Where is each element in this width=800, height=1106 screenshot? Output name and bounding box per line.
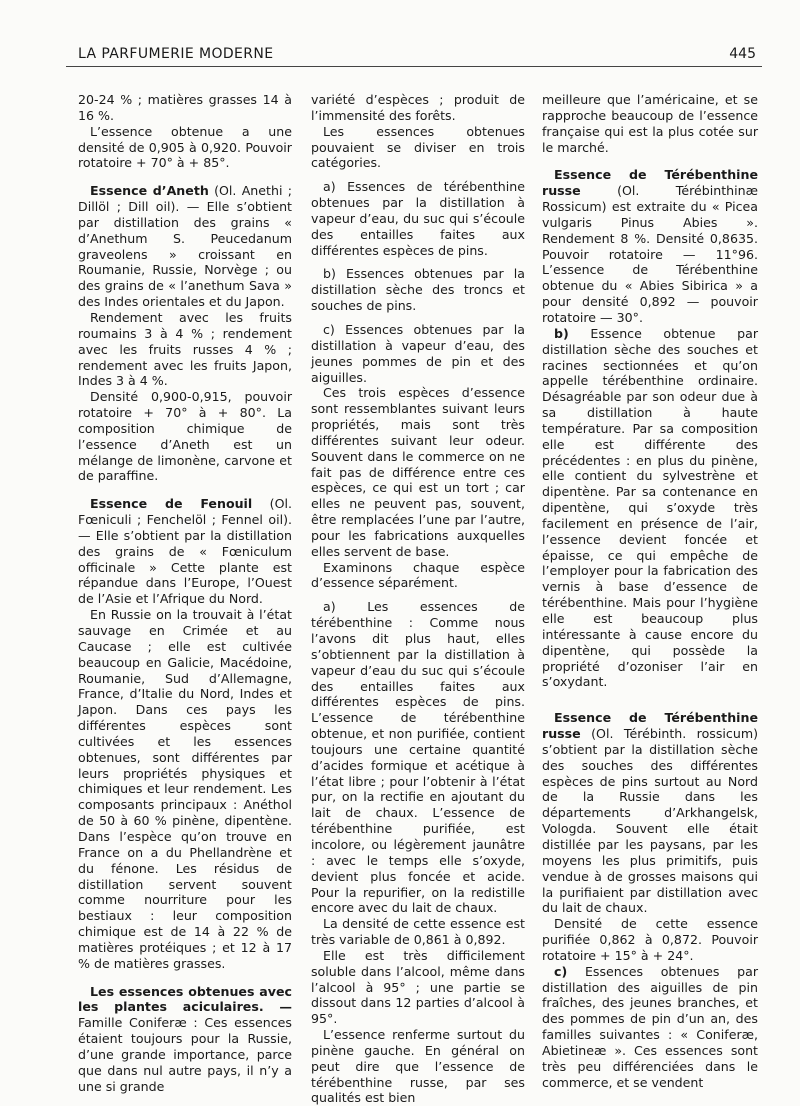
paragraph: Elle est très difficilement soluble dans l’alcool, même dans l’alcool à 95° ; une partie se dissout dans 12 parties d’alcool à 95°.: [311, 947, 525, 1027]
list-marker: b): [554, 325, 569, 341]
text-column-2: [311, 92, 525, 1106]
paragraph: En Russie on la trouvait à l’état sauvage en Crimée et au Caucase ; elle est cultivée beaucoup en Galicie, Macédoine, Roumanie, Sud d’Allemagne, France, d’Italie du Nord, Indes et Japon. Dans ces pays les différentes espèces sont cultivées et les essences obtenues, sont différentes par leurs propriétés physiques et chimiques et leur rendement. Les composants principaux : Anéthol de 50 à 60 % pinène, dipentène. Dans l’espèce qu’on trouve en France on a du Phellandrène et du fénone. Les résidus de distillation servent souvent comme nourriture pour les bestiaux : leur composition chimique est de 14 à 22 % de matières protéiques ; et 12 à 17 % de matières grasses.: [78, 607, 292, 971]
paragraph: L’essence renferme surtout du pinène gauche. En général on peut dire que l’essence de térébenthine russe, par ses qualités est bien: [311, 1027, 525, 1106]
paragraph: Densité 0,900-0,915, pouvoir rotatoire + 70° à + 80°. La composition chimique de l’essence d’Aneth est un mélange de limonène, carvone et de paraffine.: [78, 389, 292, 484]
paragraph: Rendement avec les fruits roumains 3 à 4 % ; rendement avec les fruits russes 4 % ; rendement avec les fruits Japon, Indes 3 à 4 %.: [78, 309, 292, 389]
paragraph: 20-24 % ; matières grasses 14 à 16 %.: [78, 92, 292, 123]
section-paragraph-terebenthine-russe-2: Essence de Térébenthine russe (Ol. Térébinth. rossicum) s’obtient par la distillation sèche des souches des différentes espèces de pins surtout au Nord de la Russie dans les départements d’Arkhangelsk, Vologda. Souvent elle était distillée par les paysans, par les moyens les plus primitifs, puis vendue à de grosses maisons qui la purifiaient par distillation avec du lait de chaux.: [542, 710, 758, 916]
list-marker: c): [554, 963, 568, 979]
page-number: 445: [729, 46, 756, 62]
section-heading: Essence de Fenouil: [90, 496, 253, 512]
paragraph: Ces trois espèces d’essence sont ressemblantes suivant leurs propriétés, mais sont très différentes suivant leur odeur. Souvent dans le commerce on ne fait pas de différence entre ces espèces, ce qui est un tort ; car elles ne peuvent pas, souvent, être remplacées l’une par l’autre, pour les fabrications auxquelles elles servent de base.: [311, 385, 525, 559]
section-paragraph-fenouil: Essence de Fenouil (Ol. Fœniculi ; Fenchelöl ; Fennel oil). — Elle s’obtient par la distillation des grains de « Fœniculum officinale » Cette plante est répandue dans l’Europe, l’Ouest de l’Asie et l’Afrique du Nord.: [78, 496, 292, 607]
list-item-a: a) Essences de térébenthine obtenues par la distillation à vapeur d’eau, du suc qui s’écoule des entailles faites aux différentes espèces de pins.: [311, 179, 525, 258]
paragraph: Les essences obtenues pouvaient se diviser en trois catégories.: [311, 123, 525, 171]
paragraph: La densité de cette essence est très variable de 0,861 à 0,892.: [311, 916, 525, 948]
list-item-c: c) Essences obtenues par la distillation à vapeur d’eau, des jeunes pommes de pin et des aiguilles.: [311, 321, 525, 385]
list-item-b: b) Essences obtenues par la distillation sèche des troncs et souches de pins.: [311, 266, 525, 314]
section-paragraph-aciculaires: Les essences obtenues avec les plantes aciculaires. — Famille Coniferæ : Ces essences étaient toujours pour la Russie, d’une grande importance, parce que dans nul autre pays, il n’y a une si grande: [78, 983, 292, 1094]
paragraph: Densité de cette essence purifiée 0,862 à 0,872. Pouvoir rotatoire + 15° à + 24°.: [542, 916, 758, 963]
section-heading: Essence d’Aneth: [90, 183, 209, 199]
paragraph: a) Les essences de térébenthine : Comme nous l’avons dit plus haut, elles s’obtiennent par la distillation à vapeur d’eau du suc qui s’écoule des entailles faites aux différentes espèces de pins. L’essence de térébenthine obtenue, et non purifiée, contient toujours une certaine quantité d’acides formique et acétique à l’état libre ; pour l’obtenir à l’état pur, on la rectifie en ajoutant du lait de chaux. L’essence de térébenthine purifiée, est incolore, ou légèrement jaunâtre : avec le temps elle s’oxyde, devient plus foncée et acide. Pour la repurifier, on la redistille encore avec du lait de chaux.: [311, 599, 525, 916]
section-paragraph-terebenthine-russe: Essence de Térébenthine russe (Ol. Térébinthinæ Rossicum) est extraite du « Picea vulgaris Pinus Abies ». Rendement 8 %. Densité 0,8635. Pouvoir rotatoire — 11°96. L’essence de Térébenthine obtenue du « Abies Sibirica » a pour densité 0,892 — pouvoir rotatoire — 30°.: [542, 167, 758, 325]
section-heading: Les essences obtenues avec les plantes aciculaires. —: [78, 983, 292, 1015]
paragraph: c) Essences obtenues par distillation des aiguilles de pin fraîches, des jeunes branches, et des pommes de pin d’un an, des familles suivantes : « Coniferæ, Abietineæ ». Ces essences sont très peu différenciées dans le commerce, et se vendent: [542, 963, 758, 1090]
paragraph: variété d’espèces ; produit de l’immensité des forêts.: [311, 92, 525, 123]
running-title: LA PARFUMERIE MODERNE: [78, 46, 274, 62]
paragraph: meilleure que l’américaine, et se rapproche beaucoup de l’essence française qui est la plus cotée sur le marché.: [542, 92, 758, 155]
running-header: [78, 46, 756, 66]
section-heading: Essence de Térébenthine russe: [542, 710, 758, 742]
paragraph: b) Essence obtenue par distillation sèche des souches et racines sectionnées et qu’on appelle térébenthine ordinaire. Désagréable par son odeur due à sa distillation à haute température. Par sa composition elle est différente des précédentes : en plus du pinène, elle contient du sylvestrène et dipentène. Par sa contenance en dipentène, qui s’oxyde très facilement en présence de l’air, l’essence devient foncée et épaisse, ce qui empêche de l’employer pour la fabrication des vernis à base d’essence de térébenthine. Mais pour l’hygiène elle est beaucoup plus intéressante à cause encore du dipentène, qui possède la propriété d’ozoniser l’air en s’oxydant.: [542, 325, 758, 690]
header-rule: [66, 66, 762, 67]
paragraph: L’essence obtenue a une densité de 0,905 à 0,920. Pouvoir rotatoire + 70° à + 85°.: [78, 123, 292, 171]
paragraph: Examinons chaque espèce d’essence séparément.: [311, 559, 525, 591]
section-heading: Essence de Térébenthine russe: [542, 167, 758, 199]
section-paragraph-aneth: Essence d’Aneth (Ol. Anethi ; Dillöl ; Dill oil). — Elle s’obtient par distillation des grains « d’Anethum S. Peucedanum graveolens » croissant en Roumanie, Russie, Norvège ; ou des grains de « l’anethum Sava » des Indes orientales et du Japon.: [78, 183, 292, 310]
text-column-3: [542, 92, 758, 1090]
text-column-1: [78, 92, 292, 1094]
